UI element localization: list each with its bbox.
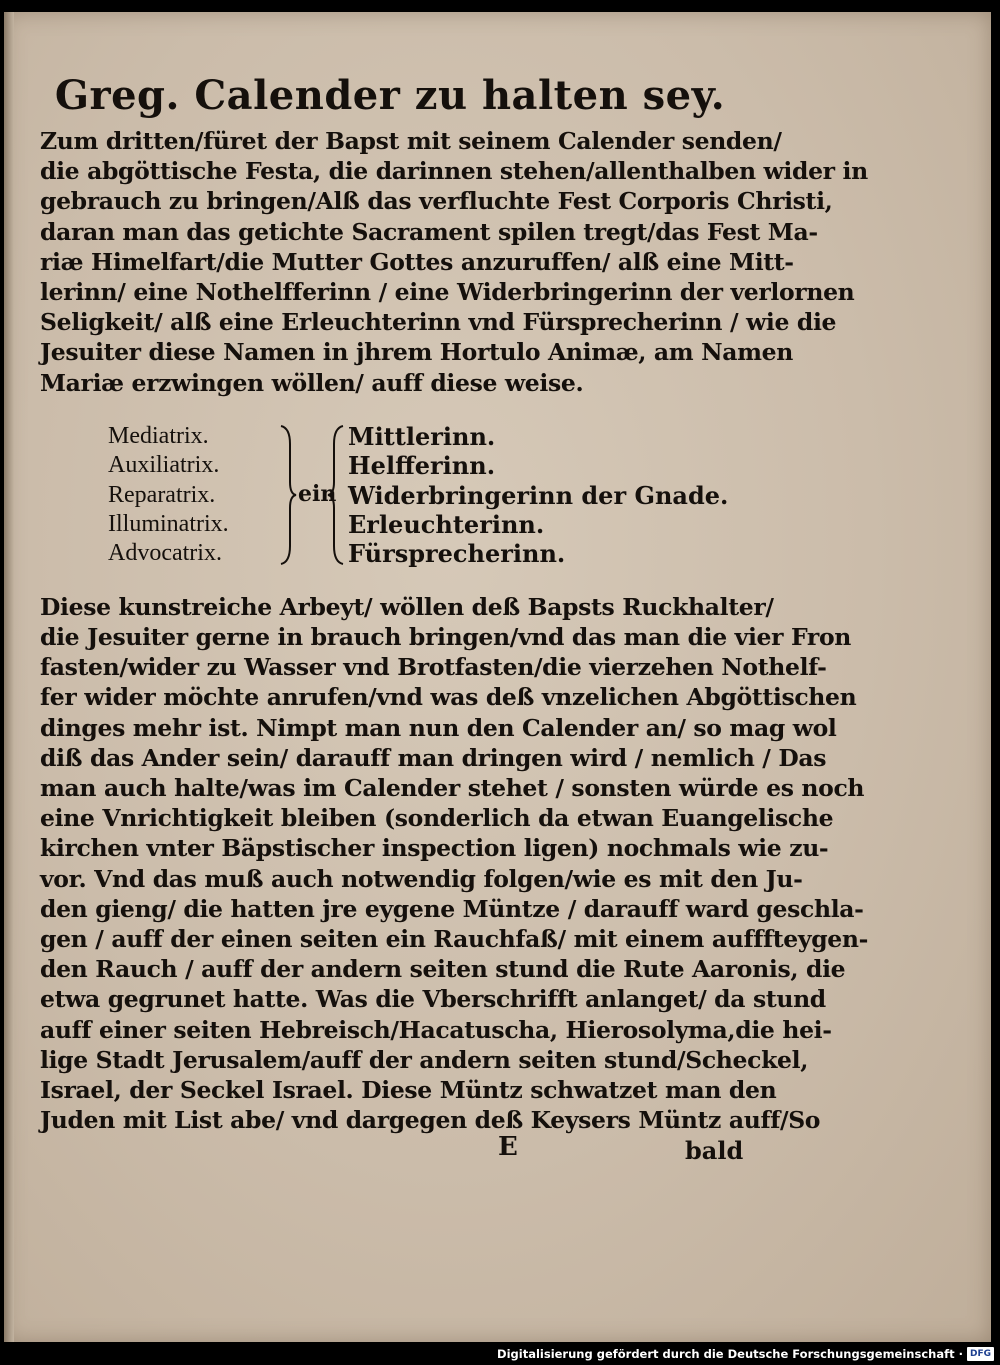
- page-foot-marks: [40, 1132, 744, 1167]
- text-line: fasten/wider zu Wasser vnd Brotfasten/die vierzehen Nothelf-: [40, 653, 827, 682]
- text-line: den gieng/ die hatten jre eygene Müntze / darauff ward geschla-: [40, 894, 864, 923]
- paragraph-1: [40, 126, 868, 398]
- dfg-logo: DFG: [967, 1347, 994, 1361]
- latin-term: Illuminatrix.: [108, 511, 229, 538]
- catchword: bald: [685, 1136, 744, 1166]
- latin-german-glossary: [108, 422, 740, 572]
- latin-term: Advocatrix.: [108, 540, 222, 567]
- latin-term: Reparatrix.: [108, 481, 216, 508]
- credit-text: Digitalisierung gefördert durch die Deutsche Forschungsgemeinschaft ·: [497, 1347, 963, 1361]
- text-line: den Rauch / auff der andern seiten stund die Rute Aaronis, die: [40, 955, 846, 984]
- text-line: fer wider möchte anrufen/vnd was deß vnzelichen Abgöttischen: [40, 683, 857, 712]
- page-gutter-edge: [4, 12, 14, 1342]
- text-line: Zum dritten/füret der Bapst mit seinem Calender senden/: [40, 127, 782, 155]
- text-line: vor. Vnd das muß auch notwendig folgen/wie es mit den Ju-: [40, 864, 803, 893]
- german-term: Widerbringerinn der Gnade.: [348, 480, 729, 510]
- right-brace: [278, 422, 298, 568]
- text-line: die Jesuiter gerne in brauch bringen/vnd das man die vier Fron: [40, 623, 852, 652]
- glossary-connector: ein: [298, 480, 337, 507]
- text-line: eine Vnrichtigkeit bleiben (sonderlich da etwan Euangelische: [40, 804, 834, 833]
- text-line: dinges mehr ist. Nimpt man nun den Calender an/ so mag wol: [40, 713, 837, 742]
- german-term: Mittlerinn.: [348, 421, 496, 451]
- text-line: Diese kunstreiche Arbeyt/ wöllen deß Bapsts Ruckhalter/: [40, 592, 774, 621]
- text-line: diß das Ander sein/ darauff man dringen wird / nemlich / Das: [40, 743, 827, 772]
- text-line: Seligkeit/ alß eine Erleuchterinn vnd Fürsprecherinn / wie die: [40, 308, 837, 337]
- latin-term: Auxiliatrix.: [108, 452, 220, 479]
- text-line: auff einer seiten Hebreisch/Hacatuscha, Hierosolyma,die hei-: [40, 1015, 832, 1044]
- german-term: Fürsprecherinn.: [348, 539, 566, 569]
- german-term: Erleuchterinn.: [348, 510, 545, 540]
- latin-term: Mediatrix.: [108, 422, 209, 449]
- text-line: die abgöttische Festa, die darinnen stehen/allenthalben wider in: [40, 157, 868, 186]
- text-line: etwa gegrunet hatte. Was die Vberschrifft anlanget/ da stund: [40, 985, 826, 1014]
- text-line: lerinn/ eine Nothelfferinn / eine Widerbringerinn der verlornen: [40, 278, 855, 307]
- latin-terms: [108, 422, 278, 569]
- text-line: Juden mit List abe/ vnd dargegen deß Keysers Müntz auff/So: [40, 1106, 821, 1135]
- text-line: gebrauch zu bringen/Alß das verfluchte Fest Corporis Christi,: [40, 187, 833, 216]
- german-term: Helfferinn.: [348, 451, 496, 481]
- text-line: daran man das getichte Sacrament spilen tregt/das Fest Ma-: [40, 217, 818, 246]
- signature-mark: E: [498, 1132, 518, 1163]
- german-terms: [348, 422, 728, 569]
- text-line: kirchen vnter Bäpstischer inspection ligen) nochmals wie zu-: [40, 834, 829, 863]
- paragraph-2: [40, 592, 869, 1136]
- text-line: riæ Himelfart/die Mutter Gottes anzuruffen/ alß eine Mitt-: [40, 247, 794, 276]
- left-brace: [326, 422, 346, 568]
- text-line: gen / auff der einen seiten ein Rauchfaß/ mit einem aufffteygen-: [40, 925, 869, 954]
- digitization-credit: [497, 1346, 994, 1362]
- page-text-block: [40, 70, 869, 1167]
- text-line: Jesuiter diese Namen in jhrem Hortulo Animæ, am Namen: [40, 338, 794, 367]
- text-line: Mariæ erzwingen wöllen/ auff diese weise.: [40, 368, 584, 397]
- text-line: Israel, der Seckel Israel. Diese Müntz schwatzet man den: [40, 1076, 777, 1105]
- text-line: lige Stadt Jerusalem/auff der andern seiten stund/Scheckel,: [40, 1045, 809, 1074]
- text-line: man auch halte/was im Calender stehet / sonsten würde es noch: [40, 774, 865, 803]
- page-title: Greg. Calender zu halten sey.: [54, 72, 726, 119]
